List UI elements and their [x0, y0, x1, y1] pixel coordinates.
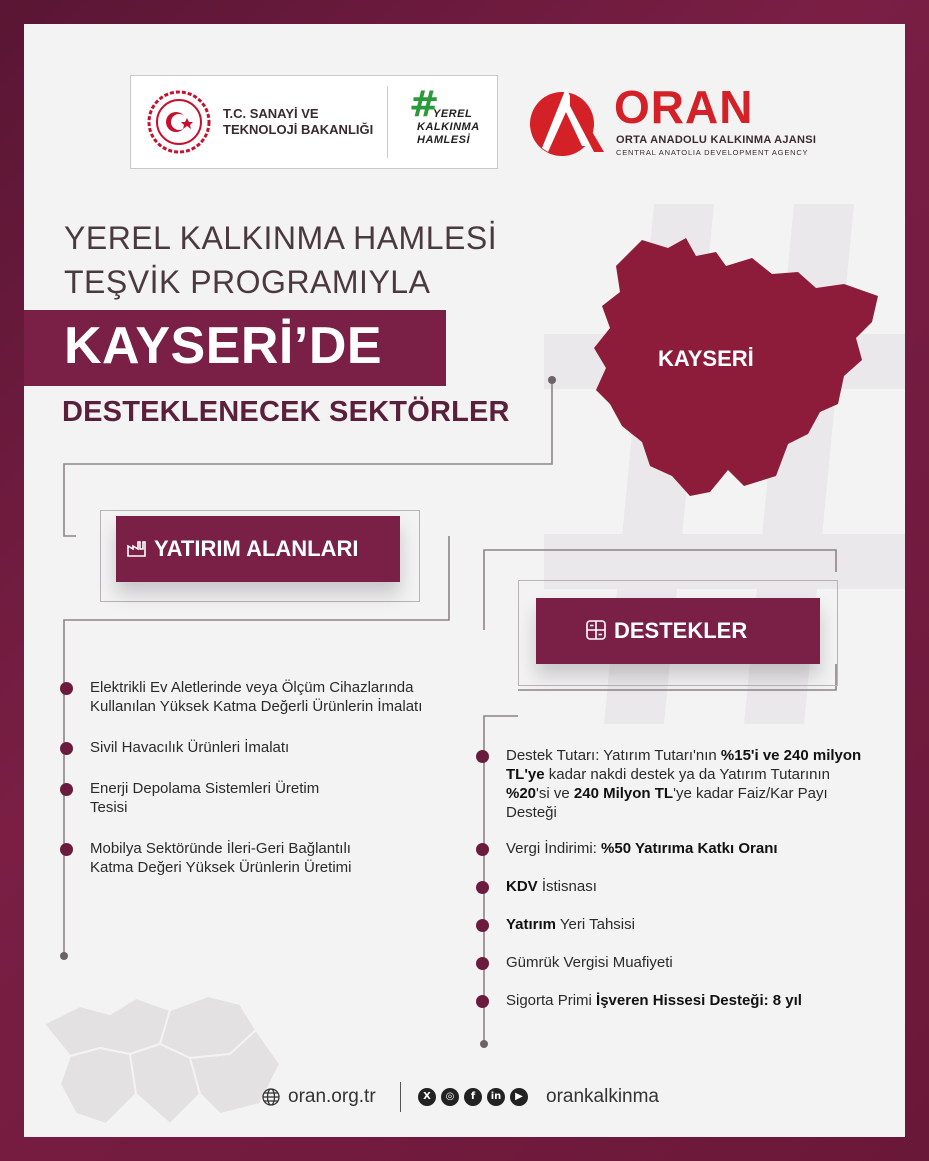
yatirim-item-text: Sivil Havacılık Ürünleri İmalatı: [90, 739, 290, 756]
title-line1: YEREL KALKINMA HAMLESİ: [64, 220, 498, 256]
destek-text: Gümrük Vergisi Muafiyeti: [506, 954, 673, 971]
list-item: [60, 738, 440, 757]
globe-icon: [262, 1088, 280, 1106]
bullet-dot: [476, 750, 489, 763]
list-item: [60, 678, 440, 716]
ministry-name: [223, 106, 373, 138]
title-city: KAYSERİ’DE: [64, 317, 383, 375]
list-item: [476, 877, 896, 896]
destek-text: Vergi İndirimi:: [506, 840, 602, 857]
linkedin-icon[interactable]: in: [487, 1088, 505, 1106]
bullet-dot: [60, 783, 73, 796]
factory-icon: [126, 536, 150, 560]
destek-bold: %50 Yatırıma Katkı Oranı: [601, 840, 778, 857]
oran-logo-icon: [526, 82, 606, 162]
ministry-name-line1: T.C. SANAYİ VE: [223, 106, 319, 121]
instagram-icon[interactable]: ◎: [441, 1088, 459, 1106]
kayseri-map: [576, 230, 886, 540]
poster-card: [24, 24, 905, 1137]
destek-bold: KDV: [506, 878, 538, 895]
bullet-dot: [476, 919, 489, 932]
partner-logos-box: [130, 75, 498, 169]
bullet-dot: [476, 995, 489, 1008]
list-item: [476, 991, 896, 1010]
destek-text: İstisnası: [537, 878, 597, 895]
yerel-kalkinma-hamlesi-logo: [403, 84, 483, 156]
bullet-dot: [476, 843, 489, 856]
list-item: [60, 779, 350, 817]
destek-bold: %20: [506, 785, 537, 802]
list-item: [476, 746, 866, 822]
ykh-line3: HAMLESİ: [417, 134, 470, 146]
website-link[interactable]: oran.org.tr: [288, 1086, 376, 1107]
destek-bold: %15'i ve 240 milyon TL'ye: [506, 747, 862, 783]
youtube-icon[interactable]: ▶: [510, 1088, 528, 1106]
destek-text: kadar nakdi destek ya da Yatırım Tutarının: [544, 766, 831, 783]
destek-text: 'si ve: [536, 785, 574, 802]
social-handle[interactable]: orankalkinma: [546, 1086, 659, 1107]
header-divider: [387, 86, 388, 158]
destekler-title: DESTEKLER: [614, 618, 748, 643]
bullet-dot: [60, 843, 73, 856]
list-item: [476, 915, 896, 934]
calculator-icon: [584, 618, 608, 642]
ministry-emblem-icon: [147, 90, 211, 154]
bullet-dot: [60, 682, 73, 695]
bullet-dot: [476, 881, 489, 894]
bullet-dot: [60, 742, 73, 755]
footer-divider: [400, 1082, 401, 1112]
ykh-line1: YEREL: [433, 108, 473, 120]
list-item: [60, 839, 390, 877]
oran-wordmark: ORAN: [614, 81, 754, 133]
destek-list: [476, 746, 896, 1010]
bullet-dot: [476, 957, 489, 970]
destek-text: Sigorta Primi: [506, 992, 597, 1009]
yatirim-item-text: Elektrikli Ev Aletlerinde veya Ölçüm Cihazlarında Kullanılan Yüksek Katma Değerli Ürünlerin İmalatı: [90, 679, 423, 715]
ykh-line2: KALKINMA: [417, 121, 480, 133]
hashtag-icon: #: [409, 84, 440, 125]
destek-text: Yeri Tahsisi: [556, 916, 635, 933]
destekler-header: [536, 598, 820, 664]
list-item: [476, 839, 896, 858]
yatirim-item-text: Mobilya Sektöründe İleri-Geri Bağlantılı Katma Değeri Yüksek Ürünlerin Üretimi: [90, 840, 352, 876]
destek-text: 'ye kadar Faiz/Kar Payı Desteği: [506, 785, 828, 821]
destek-bold: İşveren Hissesi Desteği: 8 yıl: [596, 992, 802, 1009]
list-item: [476, 953, 896, 972]
yatirim-alanlari-header: [116, 516, 400, 582]
footer: [262, 1082, 682, 1112]
facebook-icon[interactable]: f: [464, 1088, 482, 1106]
title-line2: TEŞVİK PROGRAMIYLA: [64, 264, 431, 300]
x-icon[interactable]: X: [418, 1088, 436, 1106]
yatirim-list: [60, 678, 440, 877]
destek-bold: 240 Milyon TL: [573, 785, 674, 802]
yatirim-item-text: Enerji Depolama Sistemleri Üretim Tesisi: [90, 780, 320, 816]
title-subheading: DESTEKLENECEK SEKTÖRLER: [62, 396, 510, 428]
ministry-name-line2: TEKNOLOJİ BAKANLIĞI: [223, 122, 374, 137]
destek-text: Destek Tutarı: Yatırım Tutarı'nın: [506, 747, 721, 764]
oran-subtitle-en: CENTRAL ANATOLIA DEVELOPMENT AGENCY: [616, 148, 809, 157]
oran-subtitle: ORTA ANADOLU KALKINMA AJANSI: [616, 134, 817, 146]
map-label: KAYSERİ: [658, 346, 754, 371]
destek-bold: Yatırım: [506, 916, 557, 933]
yatirim-title: YATIRIM ALANLARI: [154, 536, 359, 561]
